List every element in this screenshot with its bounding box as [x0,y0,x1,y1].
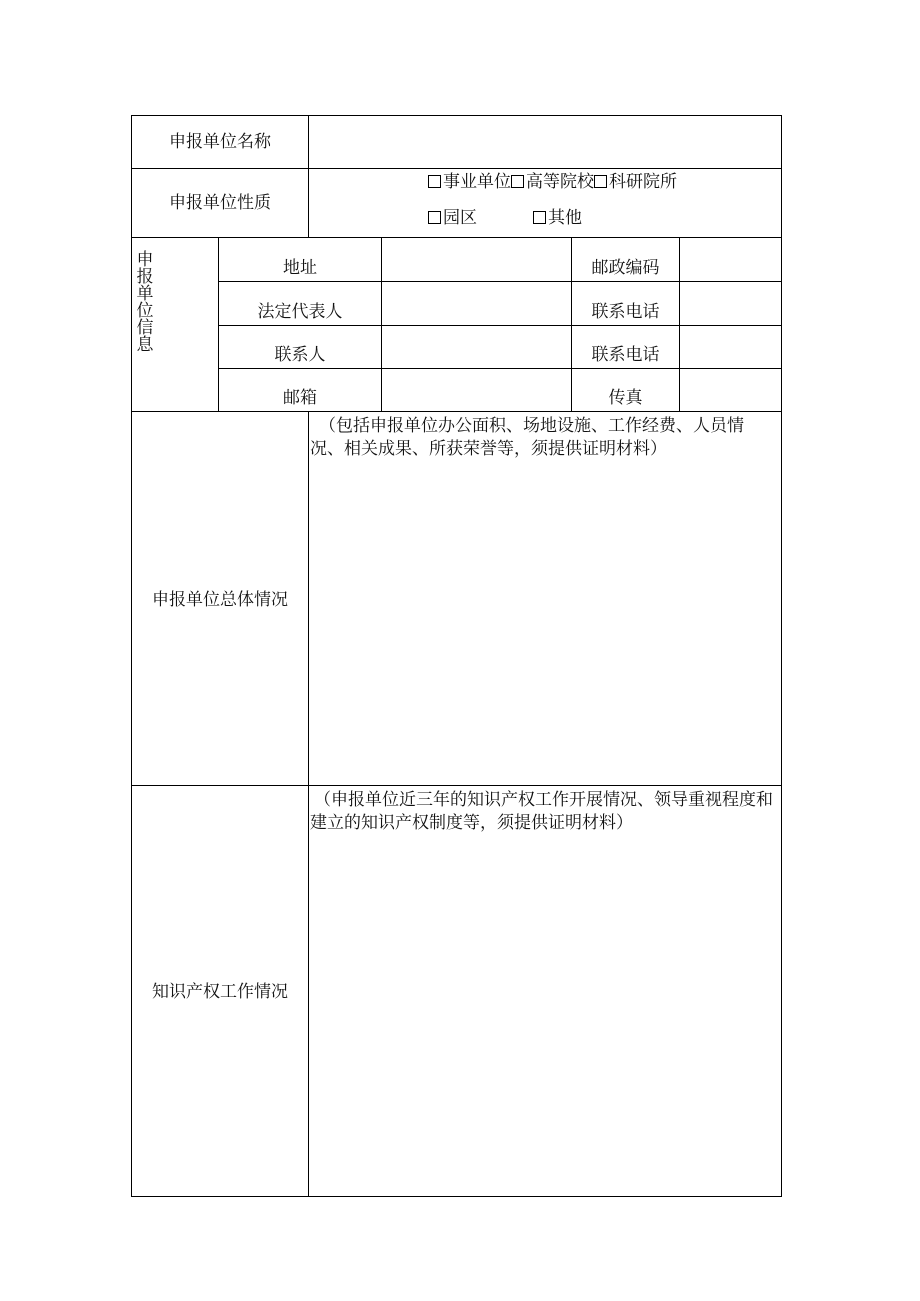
contact-field[interactable] [382,326,571,368]
checkbox-icon[interactable] [428,175,441,188]
overall-situation-note: （包括申报单位办公面积、场地设施、工作经费、人员情况、相关成果、所获荣誉等，须提供证明材料） [310,416,744,459]
option-university[interactable]: 高等院校 [511,171,594,193]
ip-work-label: 知识产权工作情况 [152,982,288,1002]
phone-field-1[interactable] [680,282,781,325]
address-field[interactable] [382,238,571,281]
legal-rep-field[interactable] [382,282,571,325]
checkbox-icon[interactable] [594,175,607,188]
nature-options-line1 [428,171,677,193]
row-divider [132,785,781,786]
nature-options-line2 [428,207,582,229]
phone-label-1: 联系电话 [591,302,660,322]
email-label: 邮箱 [283,388,317,408]
legal-rep-label: 法定代表人 [257,302,343,322]
postal-code-field[interactable] [680,238,781,281]
ip-work-field[interactable] [309,836,781,1196]
phone-label-2: 联系电话 [591,345,660,365]
option-park[interactable]: 园区 [428,207,477,229]
contact-label: 联系人 [274,345,326,365]
row-divider [132,168,781,169]
unit-info-vertical-label: 申报单位信息 [136,250,154,355]
checkbox-icon[interactable] [428,211,441,224]
postal-code-label: 邮政编码 [591,258,660,278]
email-field[interactable] [382,369,571,411]
fax-label: 传真 [608,388,643,408]
option-public-institution[interactable]: 事业单位 [428,171,511,193]
overall-situation-label: 申报单位总体情况 [152,590,288,610]
unit-name-label: 申报单位名称 [169,132,271,152]
application-form-table [131,115,782,1197]
overall-situation-field[interactable] [309,461,781,785]
unit-name-field[interactable] [309,116,781,168]
option-research-institute[interactable]: 科研院所 [594,171,677,193]
ip-work-note: （申报单位近三年的知识产权工作开展情况、领导重视程度和建立的知识产权制度等，须提供证明材料） [310,790,773,833]
checkbox-icon[interactable] [511,175,524,188]
option-other[interactable]: 其他 [533,207,582,229]
fax-field[interactable] [680,369,781,411]
checkbox-icon[interactable] [533,211,546,224]
address-label: 地址 [283,258,317,278]
phone-field-2[interactable] [680,326,781,368]
row-divider [132,411,781,412]
unit-nature-label: 申报单位性质 [169,193,271,213]
